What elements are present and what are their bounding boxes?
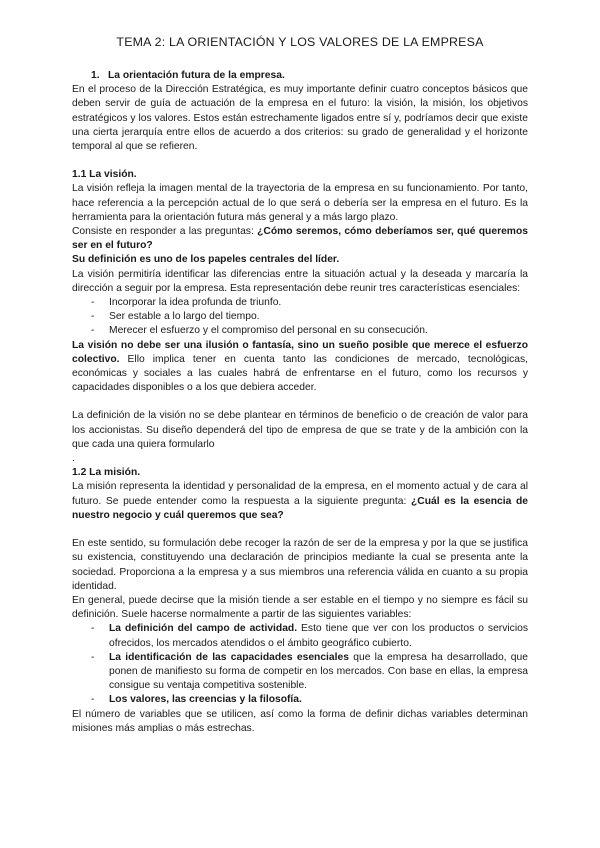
vision-paragraph-3 [72, 253, 528, 267]
dash-bullet: - [91, 694, 95, 706]
list-item-bold: La identificación de las capacidades esenciales [109, 651, 349, 663]
vision-leader-statement: Su definición es uno de los papeles centrales del líder. [72, 254, 340, 266]
list-item-bold: La definición del campo de actividad. [109, 623, 298, 635]
vision-paragraph-5-text: Ello implica tener en cuenta tanto las condiciones de mercado, tecnológicas, económicas y sociales a las cuales habrá de enfrentarse en el futuro, como los recursos y capacidades disponibles o a los que debiera acceder. [72, 353, 528, 394]
mision-paragraph-1-text: La misión representa la identidad y personalidad de la empresa, en el momento actual y de cara al futuro. Se puede entender como la respuesta a la siguiente pregunta: [72, 481, 528, 507]
stray-dot: . [72, 453, 75, 465]
list-item [72, 693, 528, 707]
list-item [72, 651, 528, 694]
dash-bullet: - [91, 311, 95, 323]
vision-paragraph-2-text: Consiste en responder a las preguntas: [72, 226, 258, 238]
list-item [72, 324, 528, 338]
list-item-text: Incorporar la idea profunda de triunfo. [109, 297, 282, 309]
mision-paragraph-1 [72, 480, 528, 523]
vision-paragraph-4: La visión permitiría identificar las diferencias entre la situación actual y la deseada y marcaría la dirección a seguir por la empresa. Esta representación debe reunir tres características esenciales: [72, 268, 528, 294]
vision-paragraph-6: La definición de la visión no se debe plantear en términos de beneficio o de creación de valor para los accionistas. Su diseño dependerá del tipo de empresa de que se trate y de la ambición con la que cada una quiera formularlo [72, 410, 528, 450]
dash-bullet: - [91, 325, 95, 337]
spacer [72, 395, 528, 409]
section-1-intro: En el proceso de la Dirección Estratégica, es muy importante definir cuatro conceptos básicos que deben servir de guía de actuación de la empresa en el futuro: la visión, la misión, los objetivos estratégicos y los valores. Estos están estrechamente ligados entre sí y, podríamos decir que existe una cierta jerarquía entre ellos de acuerdo a dos criterios: su grado de generalidad y el horizonte temporal al que se refieren. [72, 84, 528, 153]
section-1-number: 1. [91, 70, 100, 81]
vision-paragraph-5 [72, 339, 528, 396]
mision-paragraph-3: En general, puede decirse que la misión tiende a ser estable en el tiempo y no siempre es fácil su definición. Suele hacerse normalmente a partir de las siguientes variables: [72, 594, 528, 621]
list-item-text: que la empresa ha desarrollado, que ponen de manifiesto su forma de competir en los mercados. Con base en ellas, la empresa consigue su ventaja competitiva sostenible. [109, 651, 528, 692]
list-item [72, 296, 528, 310]
dash-bullet: - [91, 297, 95, 309]
dash-bullet: - [91, 651, 95, 663]
mision-question: ¿Cuál es la esencia de nuestro negocio y cuál queremos que sea? [72, 495, 529, 521]
section-1-heading-text: La orientación futura de la empresa. [108, 70, 285, 81]
mision-variables-list [72, 622, 528, 707]
list-item-bold: Los valores, las creencias y la filosofía. [109, 694, 302, 706]
document-title: TEMA 2: LA ORIENTACIÓN Y LOS VALORES DE LA EMPRESA [116, 35, 484, 49]
vision-heading: 1.1 La visión. [72, 169, 137, 181]
document-page [72, 34, 528, 736]
list-item [72, 310, 528, 324]
mision-paragraph-2: En este sentido, su formulación debe recoger la razón de ser de la empresa y por la que se justifica su existencia, constituyendo una declaración de principios mediante la cual se presenta ante la sociedad. Proporciona a la empresa y a sus miembros una referencia válida en cuanto a su propia identidad. [72, 538, 528, 592]
dash-bullet: - [91, 623, 95, 635]
list-item-text: Merecer el esfuerzo y el compromiso del personal en su consecución. [109, 325, 428, 337]
section-1-heading [72, 69, 528, 83]
list-item [72, 622, 528, 650]
vision-dream-statement: La visión no debe ser una ilusión o fantasía, sino un sueño posible que merece el esfuerzo colectivo. [72, 339, 528, 365]
vision-paragraph-2 [72, 225, 528, 253]
vision-paragraph-1: La visión refleja la imagen mental de la trayectoria de la empresa en su funcionamiento. Por tanto, hace referencia a la percepción actual de lo que será o debería ser la empresa en el futuro. Es la herramienta para la orientación futura más general y a más largo plazo. [72, 183, 528, 223]
spacer [72, 523, 528, 537]
list-item-text: Ser estable a lo largo del tiempo. [109, 311, 260, 323]
vision-characteristics-list [72, 296, 528, 339]
mision-heading: 1.2 La misión. [72, 467, 141, 479]
mision-paragraph-4: El número de variables que se utilicen, así como la forma de definir dichas variables determinan misiones más amplias o más estrechas. [72, 708, 528, 734]
list-item-text: Esto tiene que ver con los productos o servicios ofrecidos, los mercados atendidos o el ámbito geográfico cubierto. [109, 623, 528, 649]
vision-question: ¿Cómo seremos, cómo deberíamos ser, qué queremos ser en el futuro? [72, 226, 528, 252]
